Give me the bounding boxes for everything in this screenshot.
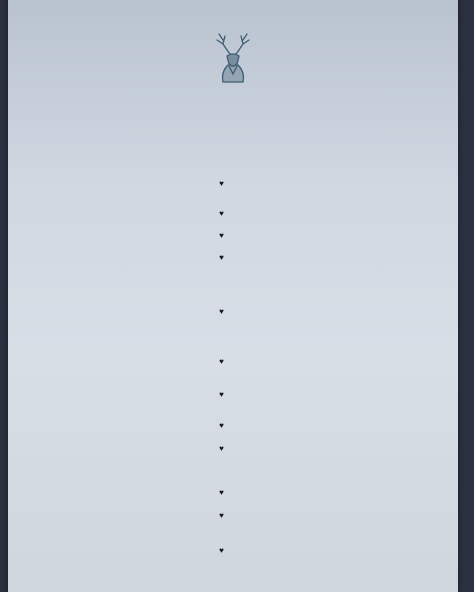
starter-scallops	[8, 208, 438, 220]
main-steak	[8, 306, 438, 318]
heart-bullet-icon: ♥	[219, 209, 224, 218]
starter-camembert	[8, 230, 438, 242]
dessert-assiette	[8, 510, 438, 522]
heart-bullet-icon: ♥	[219, 357, 224, 366]
heart-bullet-icon: ♥	[219, 421, 224, 430]
main-roast-chicken	[8, 389, 438, 401]
plough-logo	[203, 30, 263, 126]
starter-oysters	[8, 178, 438, 190]
dessert-fondue	[8, 545, 438, 557]
main-ravioli	[8, 420, 438, 432]
stag-logo-icon	[203, 30, 263, 126]
heart-bullet-icon: ♥	[219, 488, 224, 497]
heart-border-top	[18, 0, 450, 18]
heart-bullet-icon: ♥	[219, 390, 224, 399]
starter-chicken	[8, 252, 438, 264]
heart-bullet-icon: ♥	[219, 253, 224, 262]
heart-bullet-icon: ♥	[219, 511, 224, 520]
dessert-cheese	[8, 487, 438, 499]
heart-bullet-icon: ♥	[219, 546, 224, 555]
main-tuna	[8, 443, 438, 455]
main-lamb	[8, 356, 438, 368]
menu-page	[8, 0, 458, 592]
heart-bullet-icon: ♥	[219, 179, 224, 188]
heart-bullet-icon: ♥	[219, 231, 224, 240]
heart-bullet-icon: ♥	[219, 307, 224, 316]
heart-bullet-icon: ♥	[219, 444, 224, 453]
